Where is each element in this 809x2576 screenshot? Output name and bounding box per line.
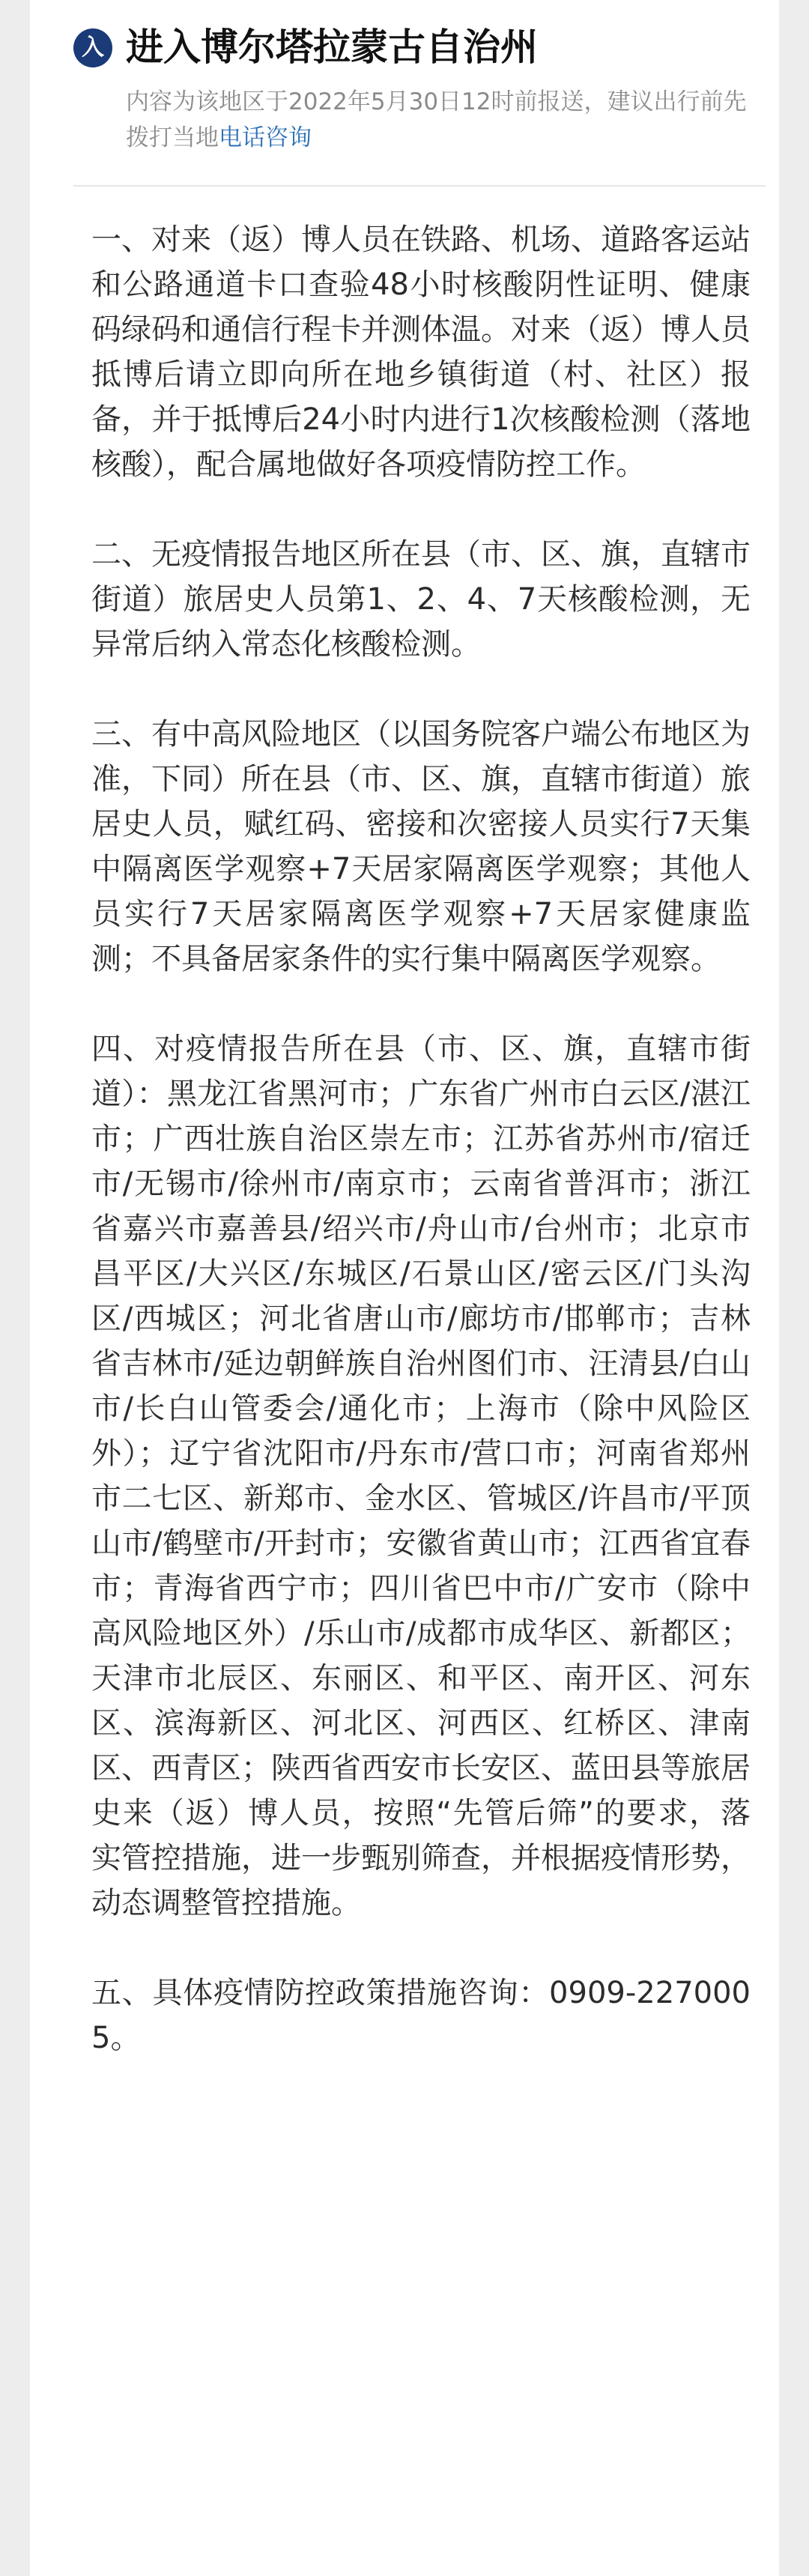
policy-paragraph-3: 三、有中高风险地区（以国务院客户端公布地区为准，下同）所在县（市、区、旗，直辖市街道）旅居史人员，赋红码、密接和次密接人员实行7天集中隔离医学观察+7天居家隔离医学观察；其他人员实行7天居家隔离医学观察+7天居家健康监测；不具备居家条件的实行集中隔离医学观察。	[91, 717, 751, 976]
report-note-text: 内容为该地区于2022年5月30日12时前报送，建议出行前先拨打当地	[126, 88, 747, 151]
card-header	[30, 0, 779, 195]
policy-paragraph-1: 一、对来（返）博人员在铁路、机场、道路客运站和公路通道卡口查验48小时核酸阴性证明、健康码绿码和通信行程卡并测体温。对来（返）博人员抵博后请立即向所在地乡镇街道（村、社区）报备，并于抵博后24小时内进行1次核酸检测（落地核酸），配合属地做好各项疫情防控工作。	[91, 223, 751, 482]
phone-consult-link[interactable]: 电话咨询	[219, 124, 312, 151]
policy-paragraph-2: 二、无疫情报告地区所在县（市、区、旗，直辖市街道）旅居史人员第1、2、4、7天核酸检测，无异常后纳入常态化核酸检测。	[91, 537, 751, 662]
info-card	[30, 0, 779, 2576]
policy-paragraph-5: 五、具体疫情防控政策措施咨询：0909-2270005。	[91, 1976, 751, 2055]
policy-paragraph-4: 四、对疫情报告所在县（市、区、旗，直辖市街道）：黑龙江省黑河市；广东省广州市白云区/湛江市；广西壮族自治区崇左市；江苏省苏州市/宿迁市/无锡市/徐州市/南京市；云南省普洱市；浙江省嘉兴市嘉善县/绍兴市/舟山市/台州市；北京市昌平区/大兴区/东城区/石景山区/密云区/门头沟区/西城区；河北省唐山市/廊坊市/邯郸市；吉林省吉林市/延边朝鲜族自治州图们市、汪清县/白山市/长白山管委会/通化市；上海市（除中风险区外）；辽宁省沈阳市/丹东市/营口市；河南省郑州市二七区、新郑市、金水区、管城区/许昌市/平顶山市/鹤壁市/开封市；安徽省黄山市；江西省宜春市；青海省西宁市；四川省巴中市/广安市（除中高风险地区外）/乐山市/成都市成华区、新都区；天津市北辰区、东丽区、和平区、南开区、河东区、滨海新区、河北区、河西区、红桥区、津南区、西青区；陕西省西安市长安区、蓝田县等旅居史来（返）博人员，按照“先管后筛”的要求，落实管控措施，进一步甄别筛查，并根据疫情形势，动态调整管控措施。	[91, 1032, 751, 1920]
report-note	[126, 84, 755, 156]
policy-content	[91, 217, 751, 2105]
divider	[73, 185, 766, 187]
page-title: 进入博尔塔拉蒙古自治州	[126, 25, 538, 69]
enter-badge-icon: 入	[73, 28, 112, 67]
